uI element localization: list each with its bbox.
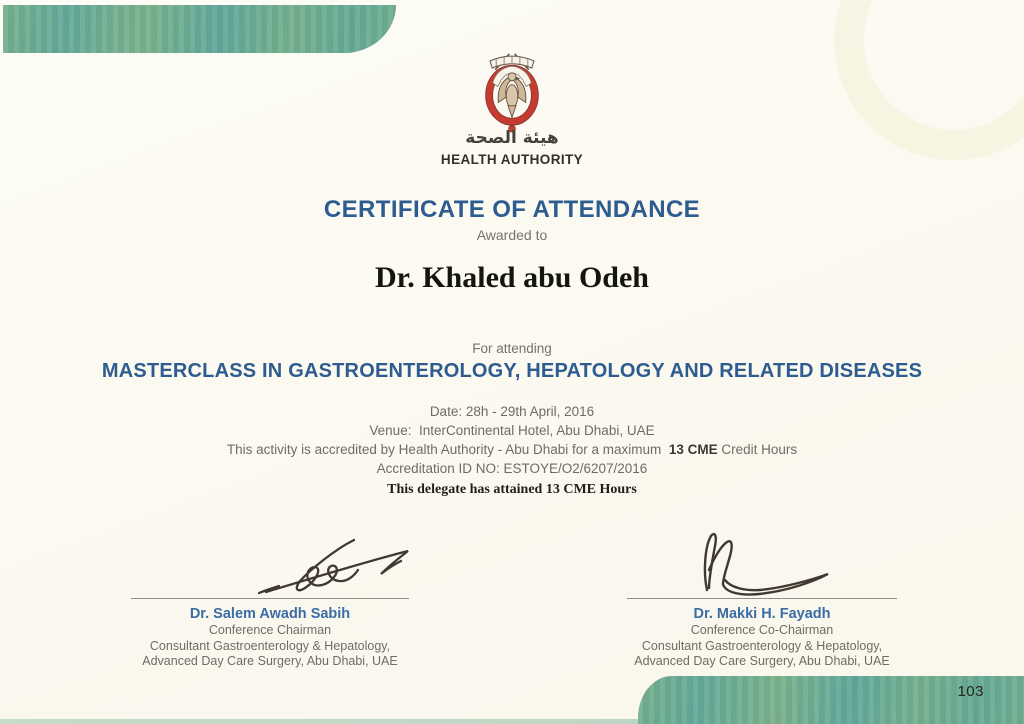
- bottom-green-ribbon: [638, 676, 1024, 724]
- signatory-block-chairman: [120, 530, 420, 670]
- event-title: MASTERCLASS IN GASTROENTEROLOGY, HEPATOLOGY AND RELATED DISEASES: [101, 360, 923, 382]
- signature-scribble-left: [120, 530, 420, 596]
- signatory-block-co-chairman: [612, 530, 912, 670]
- signature-scribble-right: [612, 530, 912, 596]
- signatory-org-line2: Advanced Day Care Surgery, Abu Dhabi, UAE: [634, 654, 890, 668]
- awarded-to-label: Awarded to: [476, 227, 548, 243]
- org-name: HEALTH AUTHORITY: [440, 152, 584, 167]
- event-details: [0, 402, 1024, 499]
- signatory-name: Dr. Makki H. Fayadh: [693, 606, 831, 622]
- signatory-role: Conference Chairman: [208, 623, 332, 637]
- signatory-role: Conference Co-Chairman: [690, 623, 834, 637]
- accreditation-id-line: Accreditation ID NO: ESTOYE/O2/6207/2016: [376, 461, 648, 476]
- accreditation-prefix: This activity is accredited by Health Authority - Abu Dhabi for a maximum: [226, 442, 669, 457]
- signatory-org-line2: Advanced Day Care Surgery, Abu Dhabi, UAE: [142, 654, 398, 668]
- accreditation-suffix: Credit Hours: [717, 442, 798, 457]
- recipient-name: Dr. Khaled abu Odeh: [375, 261, 649, 294]
- page-number: 103: [957, 683, 984, 700]
- top-green-ribbon: [3, 5, 396, 53]
- for-attending-label: For attending: [472, 341, 552, 356]
- venue-line: Venue: InterContinental Hotel, Abu Dhabi, UAE: [369, 423, 655, 438]
- signatory-org-line1: Consultant Gastroenterology & Hepatology,: [641, 638, 883, 653]
- accreditation-line: [0, 440, 1024, 459]
- certificate-title: CERTIFICATE OF ATTENDANCE: [323, 196, 701, 223]
- date-line: Date: 28h - 29th April, 2016: [429, 404, 595, 419]
- health-authority-emblem-icon: [472, 46, 552, 139]
- signature-line: [131, 598, 409, 599]
- signatory-org-line1: Consultant Gastroenterology & Hepatology,: [149, 638, 391, 653]
- accreditation-cme-hours: 13 CME: [668, 442, 718, 457]
- signature-line: [627, 598, 897, 599]
- signatory-name: Dr. Salem Awadh Sabih: [189, 606, 351, 622]
- attained-hours-line: This delegate has attained 13 CME Hours: [387, 482, 637, 497]
- org-arabic-name: هيئة الصحة: [465, 128, 559, 148]
